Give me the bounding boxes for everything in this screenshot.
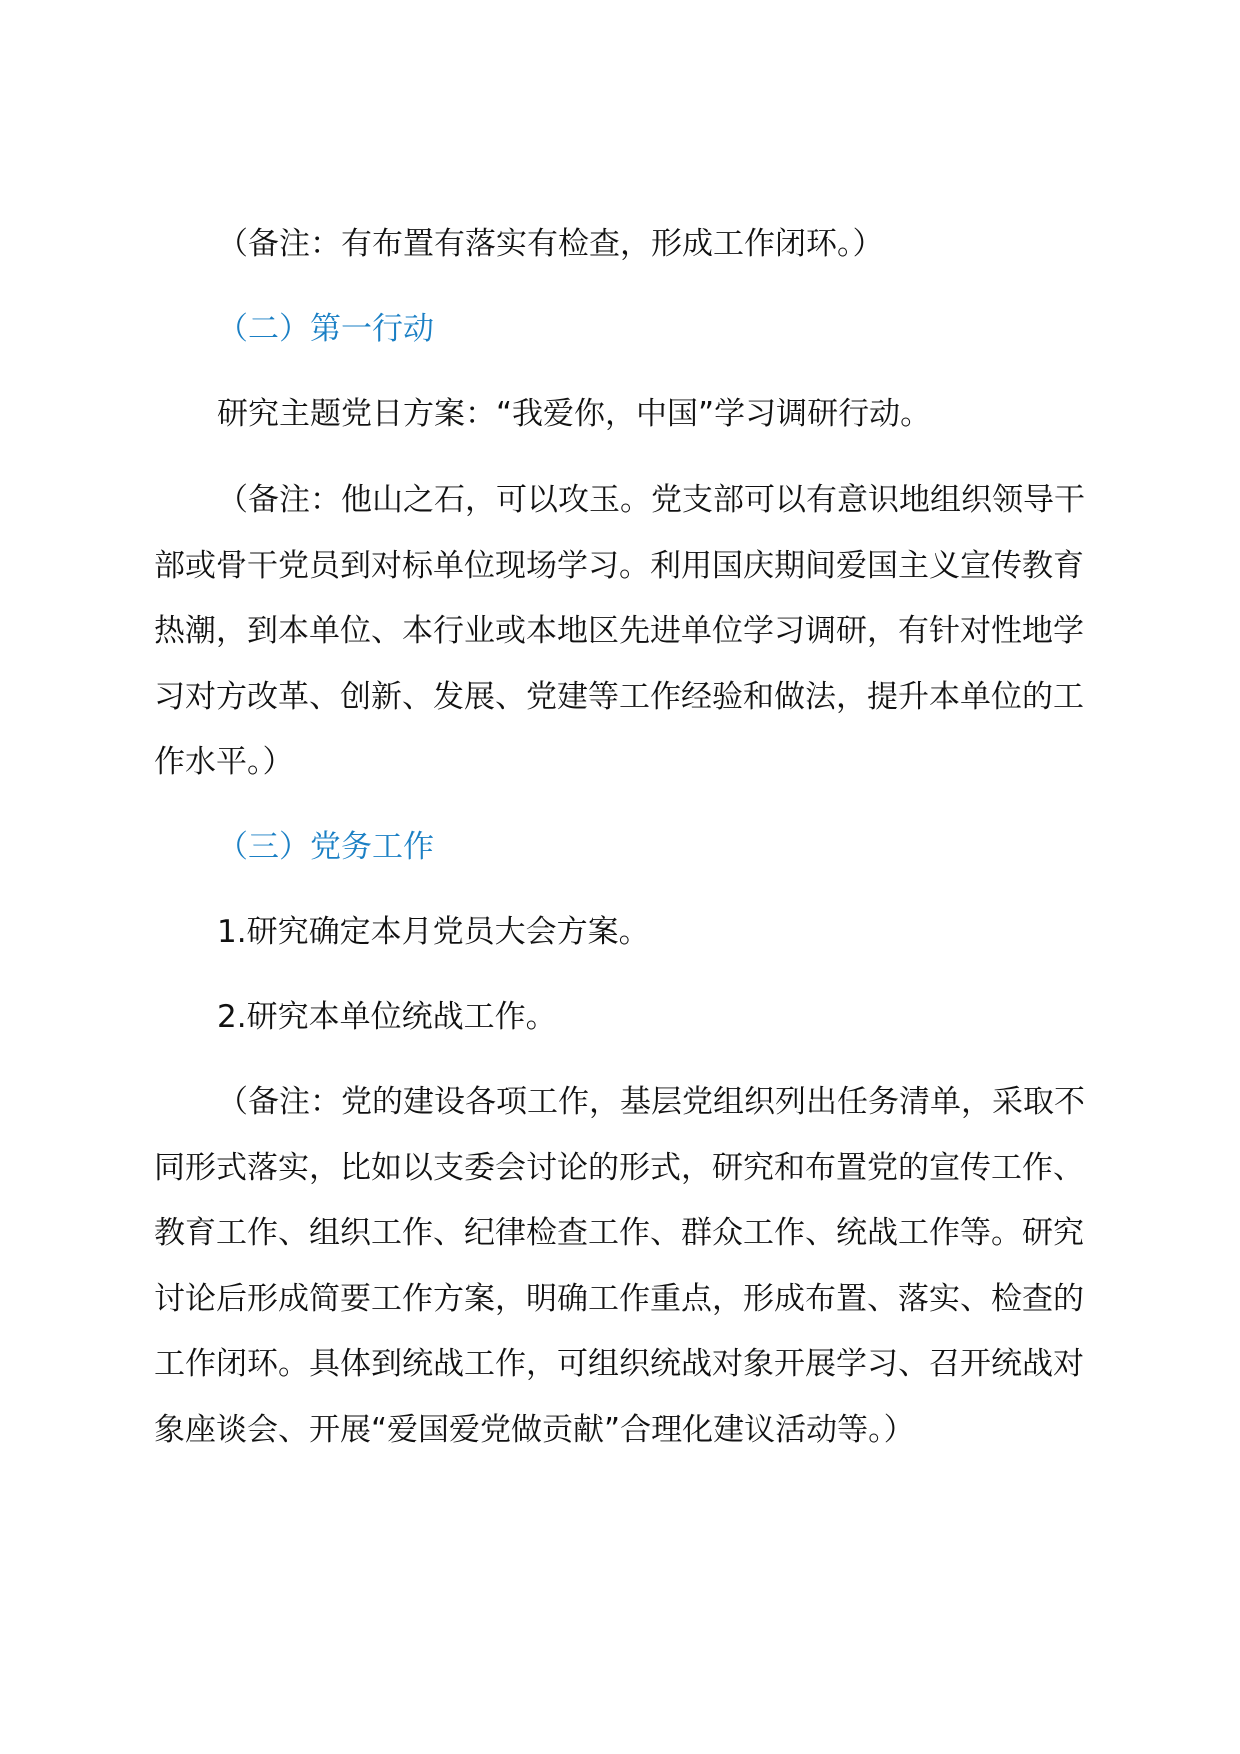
section-heading-2: （二）第一行动 bbox=[217, 311, 434, 347]
note-paragraph-1: （备注：有布置有落实有检查，形成工作闭环。） bbox=[217, 226, 884, 262]
list-item-2: 2.研究本单位统战工作。 bbox=[217, 999, 557, 1035]
section-heading-3: （三）党务工作 bbox=[217, 829, 434, 865]
note-paragraph-3: （备注：党的建设各项工作，基层党组织列出任务清单，采取不同形式落实，比如以支委会讨论的形式，研究和布置党的宣传工作、教育工作、组织工作、纪律检查工作、群众工作、统战工作等。研究讨论后形成简要工作方案，明确工作重点，形成布置、落实、检查的工作闭环。具体到统战工作，可组织统战对象开展学习、召开统战对象座谈会、开展“爱国爱党做贡献”合理化建议活动等。） bbox=[154, 1084, 1085, 1448]
plan-paragraph: 研究主题党日方案：“我爱你，中国”学习调研行动。 bbox=[217, 396, 932, 432]
note-paragraph-2: （备注：他山之石，可以攻玉。党支部可以有意识地组织领导干部或骨干党员到对标单位现场学习。利用国庆期间爱国主义宣传教育热潮，到本单位、本行业或本地区先进单位学习调研，有针对性地学习对方改革、创新、发展、党建等工作经验和做法，提升本单位的工作水平。） bbox=[154, 482, 1085, 780]
list-item-1: 1.研究确定本月党员大会方案。 bbox=[217, 914, 650, 950]
